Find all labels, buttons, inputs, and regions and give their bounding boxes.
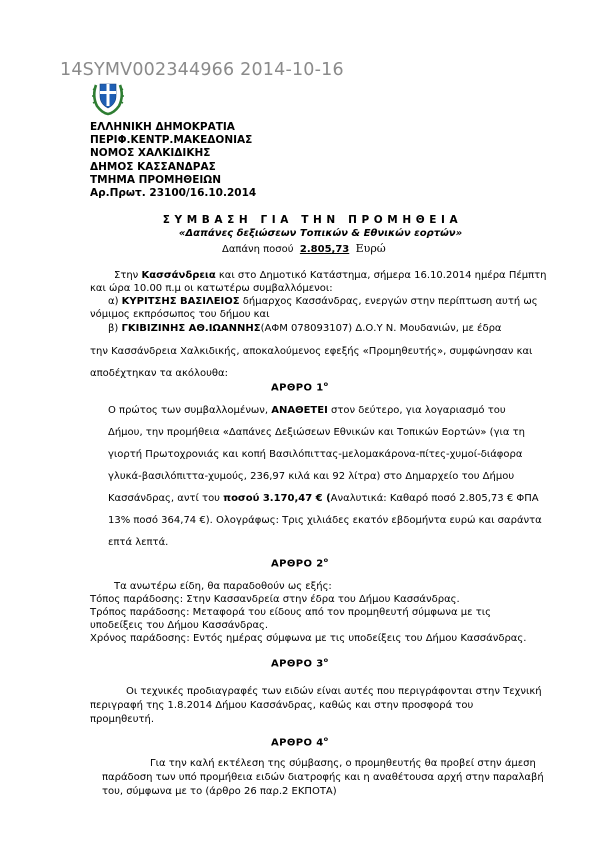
party-a-role: δήμαρχος Κασσάνδρας, ενεργών στην περίπτωση αυτή ως: [239, 296, 538, 307]
article-title-text: ΑΡΘΡΟ 3: [271, 658, 324, 670]
article-3-line-2: περιγραφή της 1.8.2014 Δήμου Κασσάνδρας, καθώς και στην προσφορά του: [90, 700, 474, 711]
header-line: ΤΜΗΜΑ ΠΡΟΜΗΘΕΙΩΝ: [90, 173, 221, 186]
intro-text: Στην: [114, 270, 142, 281]
article-text: στον δεύτερο, για λογαριασμό του: [327, 405, 506, 416]
article-1-line-6: 13% ποσό 364,74 €). Ολογράφως: Τρις χιλιάδες εκατόν εβδομήντα ευρώ και σαράντα: [108, 515, 542, 526]
party-a-name: ΚΥΡΙΤΣΗΣ ΒΑΣΙΛΕΙΟΣ: [121, 296, 240, 307]
party-b-name: ΓΚΙΒΙΖΙΝΗΣ ΑΘ.ΙΩΑΝΝΗΣ: [121, 323, 261, 334]
article-1-line-5: [108, 492, 539, 505]
article-4-line-1: Για την καλή εκτέλεση της σύμβασης, ο προμηθευτής θα προβεί στην άμεση: [150, 758, 536, 769]
article-title-sup: ο: [323, 735, 329, 743]
contract-subtitle: «Δαπάνες δεξιώσεων Τοπικών & Εθνικών εορτών»: [178, 228, 463, 239]
article-title-sup: ο: [323, 556, 329, 564]
delivery-time: Χρόνος παράδοσης: Εντός ημέρας σύμφωνα με τις υποδείξεις του Δήμου Κασσάνδρας.: [90, 633, 527, 644]
issuer-header: [90, 121, 256, 200]
party-a-line: [108, 295, 538, 308]
header-line: ΔΗΜΟΣ ΚΑΣΣΑΝΔΡΑΣ: [90, 160, 216, 173]
article-4-line-3: του, σύμφωνα με το (άρθρο 26 παρ.2 ΕΚΠΟΤΑ): [102, 786, 337, 797]
intro-line-1: [114, 269, 547, 282]
intro-text: και στο Δημοτικό Κατάστημα, σήμερα 16.10.2014 ημέρα Πέμπτη: [215, 270, 547, 281]
header-line: ΠΕΡΙΦ.ΚΕΝΤΡ.ΜΑΚΕΔΟΝΙΑΣ: [90, 134, 253, 147]
party-b-line: [108, 322, 502, 335]
article-text: Κασσάνδρας, αντί του: [108, 493, 224, 504]
header-line: ΝΟΜΟΣ ΧΑΛΚΙΔΙΚΗΣ: [90, 147, 211, 160]
contract-title: ΣΥΜΒΑΣΗ ΓΙΑ ΤΗΝ ΠΡΟΜΗΘΕΙΑ: [162, 214, 463, 226]
document-id-watermark: 14SYMV002344966 2014-10-16: [60, 60, 344, 80]
article-4-line-2: παράδοση των υπό προμήθεια ειδών διατροφής και η αναθέτουσα αρχή στην παραλαβή: [102, 772, 544, 783]
article-2-title: [271, 556, 329, 569]
article-4-title: [271, 735, 329, 748]
article-3-line-1: Οι τεχνικές προδιαγραφές των ειδών είναι αυτές που περιγράφονται στην Τεχνική: [126, 686, 542, 697]
article-3-title: [271, 656, 329, 669]
intro-line-6: αποδέχτηκαν τα ακόλουθα:: [90, 368, 228, 379]
party-a-prefix: α): [108, 296, 122, 307]
total-amount: ποσού 3.170,47 € (: [223, 493, 331, 504]
cost-unit: Ευρώ: [355, 242, 386, 255]
article-text: Ο πρώτος των συμβαλλομένων,: [108, 405, 272, 416]
delivery-method-line-2: υποδείξεις του Δήμου Κασσάνδρας.: [90, 620, 269, 631]
cost-amount: 2.805,73: [299, 244, 350, 255]
intro-line-2: και ώρα 10.00 π.μ οι κατωτέρω συμβαλλόμενοι:: [90, 283, 333, 294]
cost-line: [222, 242, 386, 255]
article-title-sup: ο: [323, 656, 329, 664]
party-b-prefix: β): [108, 323, 122, 334]
article-1-line-2: Δήμου, την προμήθεια «Δαπάνες Δεξιώσεων Εθνικών και Τοπικών Εορτών» (για τη: [108, 427, 525, 438]
delivery-method: Τρόπος παράδοσης: Μεταφορά του είδους από τον προμηθευτή σύμφωνα με τις: [90, 607, 491, 618]
delivery-place: Τόπος παράδοσης: Στην Κασσανδρεία στην έδρα του Δήμου Κασσάνδρας.: [90, 594, 460, 605]
article-title-text: ΑΡΘΡΟ 1: [271, 382, 324, 394]
place-name: Κασσάνδρεια: [141, 270, 216, 281]
party-a-line-2: νόμιμος εκπρόσωπος του δήμου και: [90, 309, 270, 320]
greek-emblem-icon: [90, 76, 126, 116]
article-1-line-1: [108, 404, 506, 417]
article-1-line-3: γιορτή Πρωτοχρονιάς και κοπή Βασιλόπιττας-μελομακάρονα-πίτες-χυμοί-διάφορα: [108, 449, 523, 460]
article-3-line-3: προμηθευτή.: [90, 714, 155, 725]
article-2-line-1: Τα ανωτέρω είδη, θα παραδοθούν ως εξής:: [114, 581, 332, 592]
article-1-title: [271, 380, 329, 393]
article-title-sup: ο: [323, 380, 329, 388]
party-b-details: (ΑΦΜ 078093107) Δ.Ο.Υ Ν. Μουδανιών, με έδρα: [260, 323, 502, 334]
assigns-keyword: ΑΝΑΘΕΤΕΙ: [271, 405, 328, 416]
amount-breakdown: Αναλυτικά: Καθαρό ποσό 2.805,73 € ΦΠΑ: [330, 493, 539, 504]
cost-label: Δαπάνη ποσού: [222, 244, 294, 255]
header-line: ΕΛΛΗΝΙΚΗ ΔΗΜΟΚΡΑΤΙΑ: [90, 121, 235, 133]
article-1-line-7: επτά λεπτά.: [108, 537, 169, 548]
article-title-text: ΑΡΘΡΟ 2: [271, 558, 324, 570]
article-title-text: ΑΡΘΡΟ 4: [271, 737, 324, 749]
protocol-number: Αρ.Πρωτ. 23100/16.10.2014: [90, 187, 257, 200]
article-1-line-4: γλυκά-βασιλόπιττα-χυμούς, 236,97 κιλά και 92 λίτρα) στο Δημαρχείο του Δήμου: [108, 471, 515, 482]
intro-line-5: την Κασσάνδρεια Χαλκιδικής, αποκαλούμενος εφεξής «Προμηθευτής», συμφώνησαν και: [90, 346, 533, 357]
